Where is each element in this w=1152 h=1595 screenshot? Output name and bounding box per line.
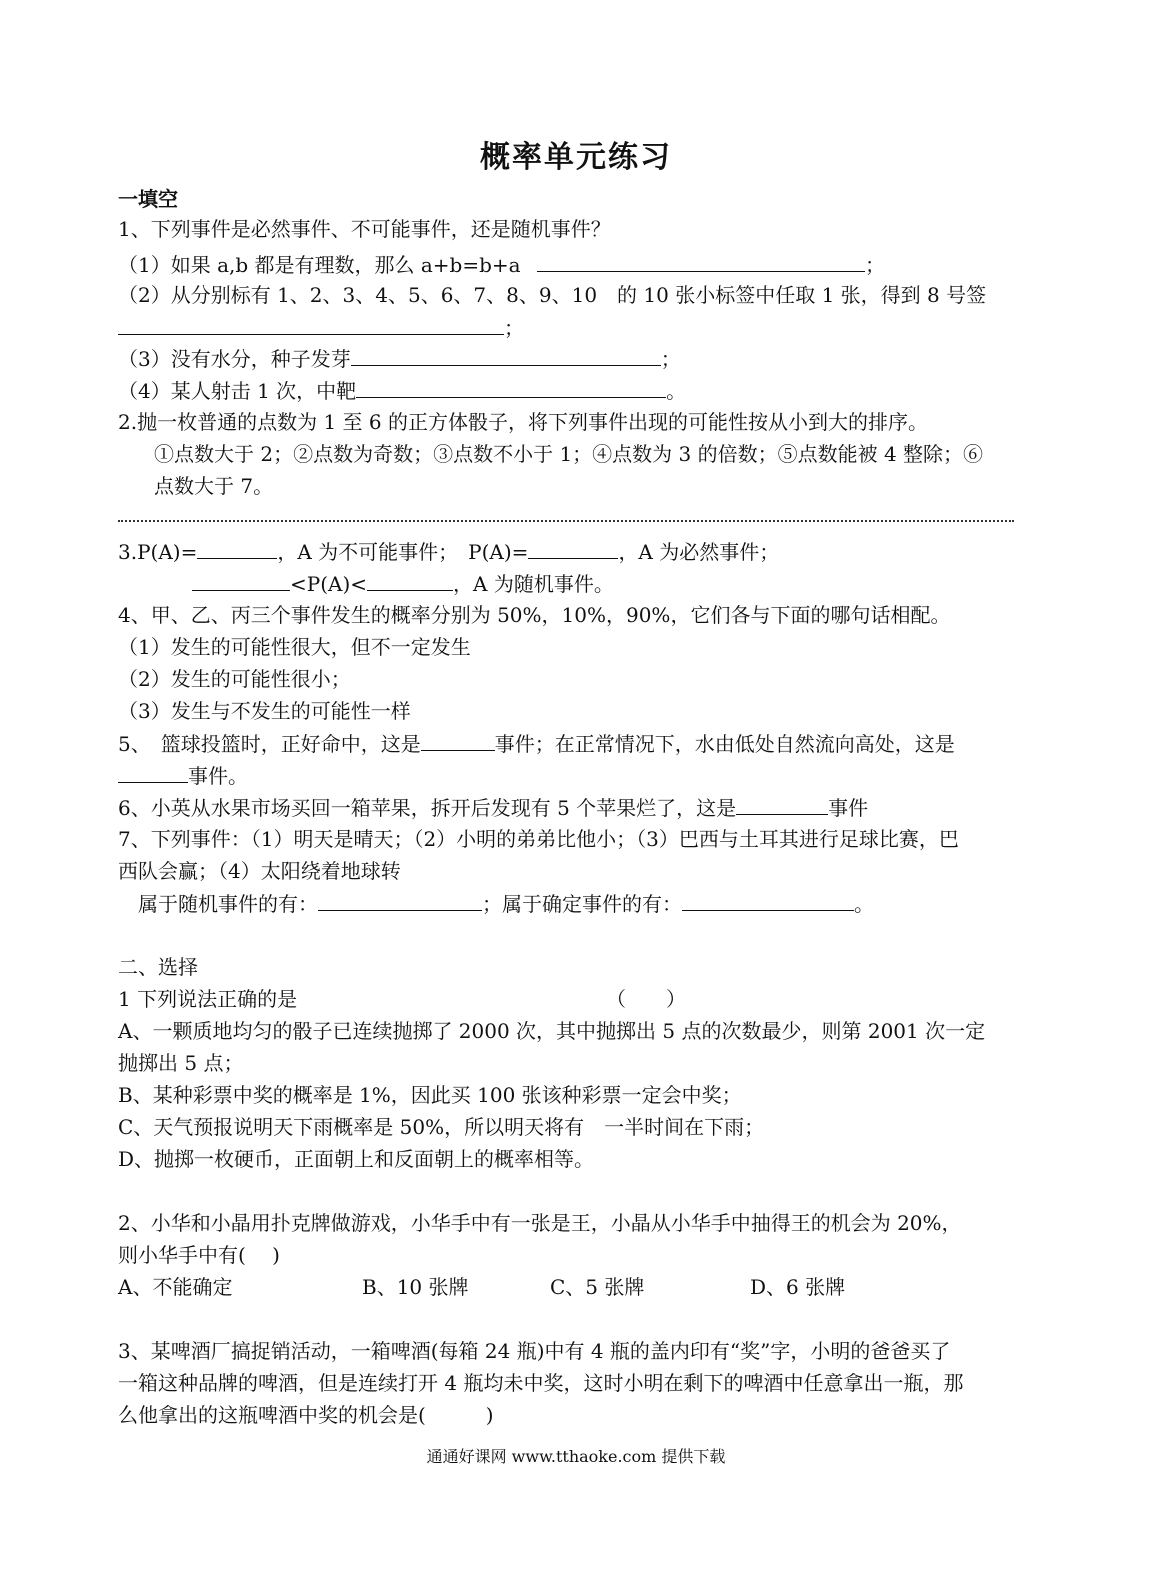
s2-q2-option-c[interactable]: C、5 张牌 bbox=[550, 1275, 645, 1299]
footer-credit: 通通好课网 www.tthaoke.com 提供下载 bbox=[426, 1447, 726, 1466]
s2-q1-option-b: B、某种彩票中奖的概率是 1%，因此买 100 张该种彩票一定会中奖； bbox=[118, 1083, 742, 1107]
s2-q2-line1: 2、小华和小晶用扑克牌做游戏，小华手中有一张是王，小晶从小华手中抽得王的机会为 20%， bbox=[118, 1211, 962, 1235]
q5-text-c: 事件。 bbox=[188, 764, 248, 788]
s2-q3-line2: 一箱这种品牌的啤酒，但是连续打开 4 瓶均未中奖，这时小明在剩下的啤酒中任意拿出一瓶，那 bbox=[118, 1371, 964, 1395]
q1-part1-end: ； bbox=[864, 253, 885, 277]
q1-part3 bbox=[118, 345, 681, 372]
s2-q1-answer-paren[interactable]: （ ） bbox=[606, 987, 686, 1011]
q7-text-b: ；属于确定事件的有： bbox=[482, 892, 682, 916]
q1-part1-blank[interactable] bbox=[537, 251, 865, 272]
q5-line2 bbox=[118, 762, 248, 789]
q1-part2-end: ； bbox=[504, 316, 524, 340]
q5-line1 bbox=[118, 730, 955, 757]
q4-part2: （2）发生的可能性很小； bbox=[118, 667, 351, 691]
q1-part4-text: （4）某人射击 1 次，中靶 bbox=[118, 379, 357, 403]
q2-items-line2: 点数大于 7。 bbox=[154, 474, 274, 498]
q1-part4-blank[interactable] bbox=[356, 377, 666, 398]
q3-blank-impossible[interactable] bbox=[197, 538, 277, 559]
q5-text-a: 5、 篮球投篮时，正好命中，这是 bbox=[118, 732, 421, 756]
q1-part2-blank[interactable] bbox=[118, 314, 504, 335]
q7-text-a: 属于随机事件的有： bbox=[138, 892, 318, 916]
q3-blank-certain[interactable] bbox=[528, 538, 618, 559]
section2-heading: 二、选择 bbox=[118, 955, 198, 979]
q6-text-a: 6、小英从水果市场买回一箱苹果，拆开后发现有 5 个苹果烂了，这是 bbox=[118, 796, 737, 820]
q6-text-b: 事件 bbox=[828, 796, 869, 820]
q1-stem: 1、下列事件是必然事件、不可能事件，还是随机事件？ bbox=[118, 217, 611, 241]
q4-part3: （3）发生与不发生的可能性一样 bbox=[118, 699, 411, 723]
q1-part2: （2）从分别标有 1、2、3、4、5、6、7、8、9、10 的 10 张小标签中任取 1 张，得到 8 号签 bbox=[118, 283, 987, 307]
q7-blank-certain[interactable] bbox=[682, 890, 854, 911]
q2-answer-dotted-line[interactable] bbox=[118, 520, 1014, 522]
q4-stem: 4、甲、乙、丙三个事件发生的概率分别为 50%，10%，90%，它们各与下面的哪句话相配。 bbox=[118, 603, 951, 627]
q1-part2-answer bbox=[118, 314, 524, 341]
q1-part1-text: （1）如果 a,b 都是有理数，那么 a+b=b+a bbox=[118, 253, 521, 277]
q2-items-line1: ①点数大于 2；②点数为奇数；③点数不小于 1；④点数为 3 的倍数；⑤点数能被 4 整除；⑥ bbox=[154, 442, 984, 466]
q1-part4-end: 。 bbox=[666, 379, 687, 403]
q7-text-c: 。 bbox=[854, 892, 874, 916]
section1-heading: 一填空 bbox=[118, 187, 178, 211]
q7-line1: 7、下列事件：（1）明天是晴天；（2）小明的弟弟比他小；（3）巴西与土耳其进行足球比赛，巴 bbox=[118, 827, 959, 851]
page-title: 概率单元练习 bbox=[480, 140, 672, 175]
q7-line2: 西队会赢；（4）太阳绕着地球转 bbox=[118, 859, 401, 883]
q3-text-c: ，A 为必然事件； bbox=[618, 540, 780, 564]
q1-part1 bbox=[118, 251, 885, 278]
q3-text-a: 3.P(A)= bbox=[118, 540, 198, 564]
q1-part3-blank[interactable] bbox=[351, 345, 661, 366]
s2-q3-line1: 3、某啤酒厂搞捉销活动，一箱啤酒(每箱 24 瓶)中有 4 瓶的盖内印有“奖”字，小明的爸爸买了 bbox=[118, 1339, 951, 1363]
s2-q1-stem: 1 下列说法正确的是 bbox=[118, 987, 298, 1011]
q3-blank-lower[interactable] bbox=[192, 570, 290, 591]
q6-blank[interactable] bbox=[736, 794, 828, 815]
q3-text-d: <P(A)< bbox=[290, 572, 368, 596]
q1-part4 bbox=[118, 377, 686, 404]
s2-q2-option-a[interactable]: A、不能确定 bbox=[118, 1275, 233, 1299]
s2-q2-option-d[interactable]: D、6 张牌 bbox=[750, 1275, 846, 1299]
s2-q3-line3: 么他拿出的这瓶啤酒中奖的机会是( ) bbox=[118, 1403, 494, 1427]
q3-line2 bbox=[192, 570, 614, 597]
q3-text-b: ，A 为不可能事件； P(A)= bbox=[277, 540, 529, 564]
q5-blank1[interactable] bbox=[421, 730, 495, 751]
q3-line1 bbox=[118, 538, 779, 565]
s2-q1-option-d: D、抛掷一枚硬币，正面朝上和反面朝上的概率相等。 bbox=[118, 1147, 595, 1171]
q6-line bbox=[118, 794, 868, 821]
s2-q2-option-b[interactable]: B、10 张牌 bbox=[362, 1275, 469, 1299]
q3-text-e: ，A 为随机事件。 bbox=[453, 572, 614, 596]
q1-part3-text: （3）没有水分，种子发芽 bbox=[118, 347, 351, 371]
s2-q1-option-c: C、天气预报说明天下雨概率是 50%，所以明天将有 一半时间在下雨； bbox=[118, 1115, 765, 1139]
s2-q1-option-a-line1: A、一颗质地均匀的骰子已连续抛掷了 2000 次，其中抛掷出 5 点的次数最少，则第 2001 次一定 bbox=[118, 1019, 986, 1043]
s2-q2-options bbox=[118, 1274, 845, 1300]
q2-stem: 2.抛一枚普通的点数为 1 至 6 的正方体骰子，将下列事件出现的可能性按从小到大的排序。 bbox=[118, 410, 928, 434]
s2-q2-line2: 则小华手中有( ) bbox=[118, 1243, 280, 1267]
q4-part1: （1）发生的可能性很大，但不一定发生 bbox=[118, 635, 471, 659]
q3-blank-upper[interactable] bbox=[367, 570, 453, 591]
q5-text-b: 事件；在正常情况下，水由低处自然流向高处，这是 bbox=[494, 732, 955, 756]
q7-blank-random[interactable] bbox=[318, 890, 482, 911]
q7-answers bbox=[138, 890, 874, 917]
q1-part3-end: ； bbox=[660, 347, 681, 371]
s2-q1-option-a-line2: 抛掷出 5 点； bbox=[118, 1051, 244, 1075]
q5-blank2[interactable] bbox=[118, 762, 188, 783]
